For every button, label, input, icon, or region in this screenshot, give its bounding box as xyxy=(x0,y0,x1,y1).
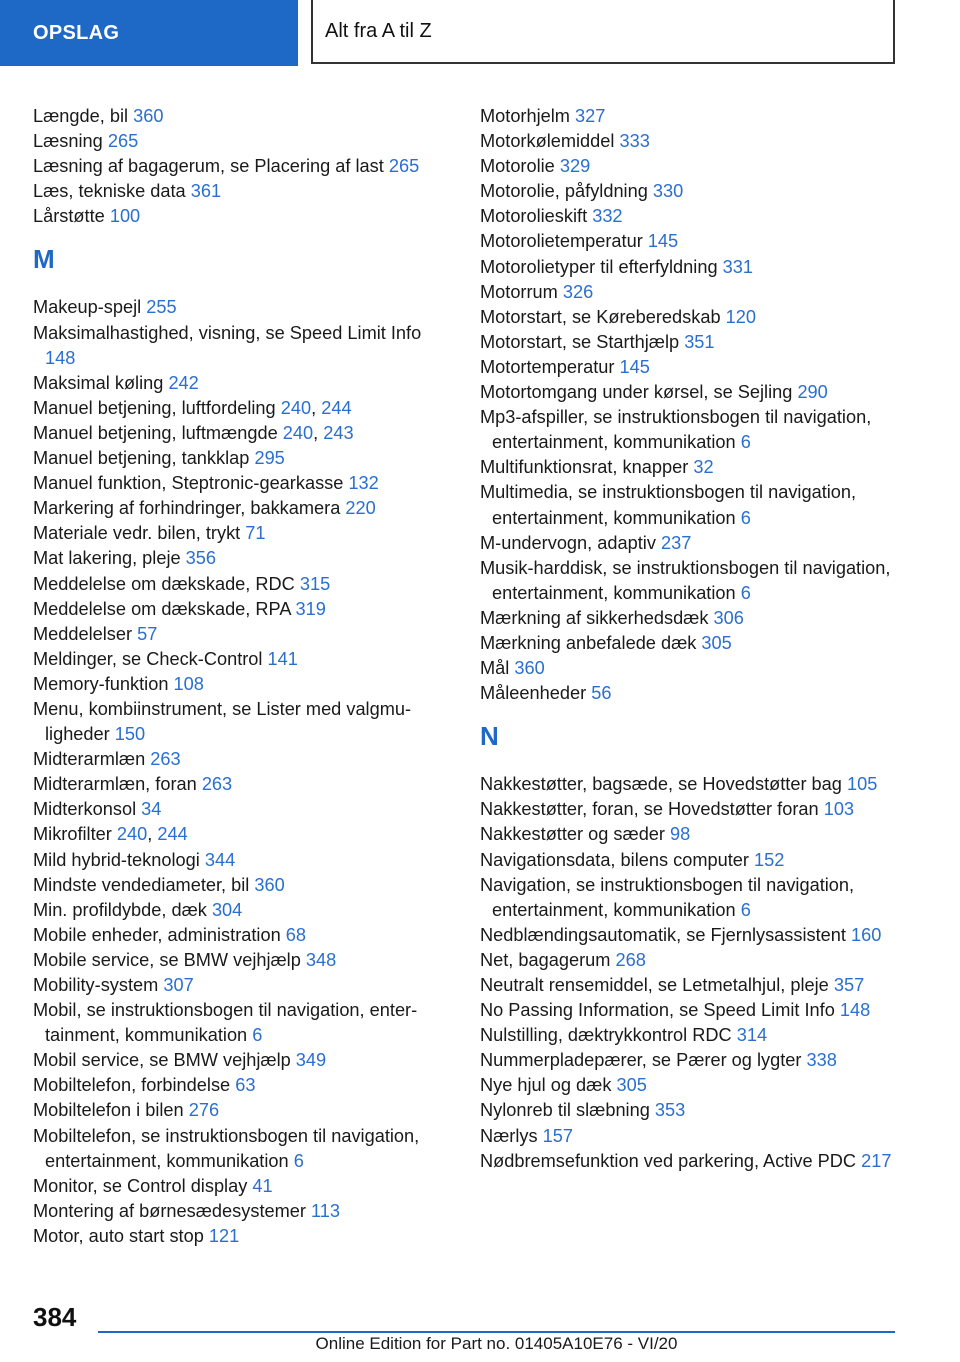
page-reference-link[interactable]: 217 xyxy=(861,1150,892,1171)
page-reference-link[interactable]: 152 xyxy=(754,849,785,870)
index-entry xyxy=(33,873,443,898)
page-reference-link[interactable]: 338 xyxy=(806,1050,837,1071)
index-entry xyxy=(33,697,443,747)
page-reference-link[interactable]: 71 xyxy=(245,523,266,544)
index-entry xyxy=(33,1174,443,1199)
index-entry-text: Motor, auto start stop xyxy=(33,1225,204,1246)
page-reference-link[interactable]: 242 xyxy=(168,372,199,393)
page-reference-link[interactable]: 326 xyxy=(562,281,594,302)
page-reference-link[interactable]: 6 xyxy=(293,1150,304,1171)
index-entry-text: Nye hjul og dæk xyxy=(480,1075,612,1096)
index-entry-text: Net, bagagerum xyxy=(480,949,611,970)
index-entry xyxy=(480,280,900,305)
index-entry-text: Manuel betjening, tankklap xyxy=(33,448,250,469)
page-reference-link[interactable]: 148 xyxy=(839,1000,871,1021)
page-reference-link[interactable]: 244 xyxy=(321,397,352,418)
index-entry-text: Nylonreb til slæbning xyxy=(480,1100,650,1121)
page-reference-link[interactable]: 265 xyxy=(107,131,139,152)
index-entry-text: Mobile enheder, administration xyxy=(33,924,281,945)
index-entry xyxy=(480,355,900,380)
index-entry xyxy=(480,480,900,530)
page-reference-link[interactable]: 220 xyxy=(345,498,376,519)
page-reference-link[interactable]: 332 xyxy=(592,206,623,227)
index-entry-text: Montering af børnesædesystemer xyxy=(33,1200,306,1221)
page-reference-link[interactable]: 120 xyxy=(725,306,756,327)
index-entry-text: Mobile service, se BMW vejhjælp xyxy=(33,949,301,970)
index-entry xyxy=(480,1098,900,1123)
page-reference-link[interactable]: 148 xyxy=(45,347,76,368)
index-entry xyxy=(33,1073,443,1098)
page-reference-link[interactable]: 331 xyxy=(722,256,753,277)
index-entry-text: Motorolieskift xyxy=(480,206,588,227)
index-entry-text: Motorolietemperatur xyxy=(480,231,643,252)
page-reference-link[interactable]: 357 xyxy=(833,975,865,995)
index-entry xyxy=(33,948,443,973)
index-entry xyxy=(33,179,443,204)
page-reference-link[interactable]: 307 xyxy=(163,975,194,995)
index-entry-text: Motorstart, se Køreberedskab xyxy=(480,306,721,327)
page-reference-link[interactable]: 240 xyxy=(116,824,148,845)
page-reference-link[interactable]: 268 xyxy=(615,949,646,970)
index-entry-text: Mobil service, se BMW vejhjælp xyxy=(33,1050,291,1071)
index-entry-text: Monitor, se Control display xyxy=(33,1175,248,1196)
index-entry xyxy=(480,229,900,254)
index-letter-heading: M xyxy=(33,244,55,275)
page-reference-link[interactable]: 6 xyxy=(740,582,751,603)
footer-divider xyxy=(98,1331,895,1333)
page-header-title: Alt fra A til Z xyxy=(325,19,432,42)
index-entry xyxy=(33,496,443,521)
page-reference-link[interactable]: 121 xyxy=(208,1225,240,1246)
index-entry-text: Meddelelse om dækskade, RPA xyxy=(33,598,291,619)
index-entry xyxy=(480,204,900,229)
page-reference-link[interactable]: 360 xyxy=(514,658,545,679)
index-entry xyxy=(33,521,443,546)
index-entry xyxy=(480,1073,900,1098)
index-entry-text: Meddelelser xyxy=(33,623,133,644)
page-reference-link[interactable]: 244 xyxy=(157,824,188,845)
index-entry xyxy=(33,1098,443,1123)
index-entry xyxy=(480,556,900,606)
page-reference-link[interactable]: 305 xyxy=(616,1075,647,1096)
index-entry-text: Memory-funktion xyxy=(33,673,169,694)
index-entry-text: Midterkonsol xyxy=(33,799,137,820)
index-entry-text: Mikrofilter xyxy=(33,824,112,845)
index-entry-text: Nødbremsefunktion ved parkering, Active PDC xyxy=(480,1150,857,1171)
index-entry-text: Mobil, se instruktionsbogen til navigation, entertainment, kommunikation xyxy=(33,1000,418,1046)
index-entry xyxy=(33,204,443,229)
page-reference-link[interactable]: 57 xyxy=(137,623,158,644)
index-entry-text: Manuel betjening, luftfordeling xyxy=(33,397,276,418)
section-label: OPSLAG xyxy=(33,21,120,44)
index-entry-text: Nakkestøtter, foran, se Hovedstøtter foran xyxy=(480,799,819,820)
index-entry xyxy=(480,656,900,681)
index-entry-text: Nakkestøtter og sæder xyxy=(480,824,665,845)
page-reference-link[interactable]: 132 xyxy=(348,473,379,494)
page-reference-link[interactable]: 329 xyxy=(559,156,591,177)
index-entry-text: Manuel funktion, Steptronic-gearkasse xyxy=(33,473,344,494)
index-entry-text: Mobiltelefon i bilen xyxy=(33,1100,184,1121)
page-reference-link[interactable]: 6 xyxy=(740,899,751,920)
index-entry xyxy=(33,998,443,1048)
index-entry-text: Navigation, se instruktionsbogen til navigation, entertainment, kommunikation xyxy=(480,874,855,920)
page-reference-link[interactable]: 141 xyxy=(267,648,298,669)
page-reference-link[interactable]: 105 xyxy=(846,774,878,795)
index-entry xyxy=(33,1048,443,1073)
index-entry-text: Læs, tekniske data xyxy=(33,181,186,202)
page-reference-link[interactable]: 150 xyxy=(114,724,146,745)
index-entry xyxy=(480,1023,900,1048)
index-entry-text: Manuel betjening, luftmængde xyxy=(33,422,278,443)
index-entry-text: Multifunktionsrat, knapper xyxy=(480,457,689,478)
index-entry-text: Meddelelse om dækskade, RDC xyxy=(33,573,295,594)
index-entry-text: Multimedia, se instruktionsbogen til navigation, entertainment, kommunikation xyxy=(480,482,857,528)
page-separator: , xyxy=(311,397,317,418)
page-reference-link[interactable]: 6 xyxy=(740,507,751,528)
index-entry-text: Motorstart, se Starthjælp xyxy=(480,331,680,352)
index-entry xyxy=(480,1124,900,1149)
index-entry-text: Mobiltelefon, forbindelse xyxy=(33,1075,231,1096)
index-entry-text: Måleenheder xyxy=(480,683,587,704)
index-entry xyxy=(480,797,900,822)
page-reference-link[interactable]: 160 xyxy=(851,924,882,945)
page-reference-link[interactable]: 356 xyxy=(185,548,217,569)
index-entry xyxy=(33,421,443,446)
footer-edition: Online Edition for Part no. 01405A10E76 - VI/20 xyxy=(315,1334,678,1353)
page-reference-link[interactable]: 353 xyxy=(654,1100,686,1121)
index-entry xyxy=(33,848,443,873)
index-entry xyxy=(480,681,900,706)
index-entry-text: Mærkning anbefalede dæk xyxy=(480,632,697,653)
index-entry-text: Nulstilling, dæktrykkontrol RDC xyxy=(480,1025,732,1046)
index-entry-text: Menu, kombiinstrument, se Lister med valgmuligheder xyxy=(33,698,412,745)
index-entry-text: Mål xyxy=(480,658,510,679)
page-reference-link[interactable]: 305 xyxy=(701,632,732,653)
index-entry-text: Mp3-afspiller, se instruktionsbogen til navigation, entertainment, kommunikation xyxy=(480,407,872,453)
index-entry-text: Motorolie xyxy=(480,156,555,177)
index-column-right xyxy=(480,104,900,1174)
page-reference-link[interactable]: 108 xyxy=(173,673,204,694)
page-reference-link[interactable]: 68 xyxy=(285,924,306,945)
index-entry xyxy=(33,622,443,647)
page-reference-link[interactable]: 263 xyxy=(201,774,233,795)
index-entry xyxy=(480,154,900,179)
page-separator: , xyxy=(147,824,153,845)
index-entry xyxy=(480,1149,900,1174)
page-reference-link[interactable]: 243 xyxy=(323,422,354,443)
page-reference-link[interactable]: 360 xyxy=(133,106,164,126)
page-reference-link[interactable]: 98 xyxy=(670,824,691,845)
page-reference-link[interactable]: 290 xyxy=(797,382,828,403)
index-entry-text: Motorolietyper til efterfyldning xyxy=(480,256,718,277)
index-entry xyxy=(33,321,443,371)
index-entry-text: Mat lakering, pleje xyxy=(33,548,181,569)
page-reference-link[interactable]: 113 xyxy=(311,1200,340,1221)
index-entry xyxy=(33,822,443,847)
index-entry-text: Motortomgang under kørsel, se Sejling xyxy=(480,382,793,403)
index-entry-text: Navigationsdata, bilens computer xyxy=(480,849,749,870)
index-entry xyxy=(33,1199,443,1224)
index-entry-text: Mild hybrid-teknologi xyxy=(33,849,200,870)
index-entry-text: Markering af forhindringer, bakkamera xyxy=(33,498,341,519)
page-reference-link[interactable]: 237 xyxy=(660,532,692,553)
index-entry-text: Meldinger, se Check-Control xyxy=(33,648,263,669)
page-reference-link[interactable]: 100 xyxy=(109,206,141,227)
index-entry xyxy=(480,455,900,480)
index-entry-text: Læsning xyxy=(33,131,103,152)
index-entry-text: Midterarmlæn, foran xyxy=(33,774,197,795)
page-reference-link[interactable]: 349 xyxy=(295,1050,327,1071)
page-reference-link[interactable]: 157 xyxy=(542,1125,574,1146)
index-entry-text: Nummerpladepærer, se Pærer og lygter xyxy=(480,1050,802,1071)
page-reference-link[interactable]: 295 xyxy=(254,448,285,469)
index-entry xyxy=(33,371,443,396)
page-reference-link[interactable]: 351 xyxy=(684,331,715,352)
index-entry xyxy=(33,772,443,797)
index-entry-text: Min. profildybde, dæk xyxy=(33,899,207,920)
index-column-left xyxy=(33,104,443,1249)
index-entry xyxy=(33,797,443,822)
index-entry-text: Længde, bil xyxy=(33,106,129,126)
page-reference-link[interactable]: 327 xyxy=(575,106,606,126)
index-entry xyxy=(33,546,443,571)
page-reference-link[interactable]: 6 xyxy=(740,432,751,453)
index-entry xyxy=(480,873,900,923)
index-entry xyxy=(33,973,443,998)
index-entry-text: Mærkning af sikkerhedsdæk xyxy=(480,607,709,628)
page-reference-link[interactable]: 34 xyxy=(141,799,162,820)
index-letter-heading: N xyxy=(480,721,499,752)
page-reference-link[interactable]: 314 xyxy=(736,1025,768,1046)
index-entry xyxy=(33,471,443,496)
index-entry xyxy=(33,129,443,154)
index-entry xyxy=(33,597,443,622)
index-entry-text: Materiale vedr. bilen, trykt xyxy=(33,523,241,544)
page-reference-link[interactable]: 6 xyxy=(252,1025,263,1046)
index-entry xyxy=(480,380,900,405)
page-reference-link[interactable]: 304 xyxy=(211,899,243,920)
page-reference-link[interactable]: 265 xyxy=(388,156,420,177)
index-entry-text: Maksimalhastighed, visning, se Speed Limit Info xyxy=(33,322,422,343)
page-reference-link[interactable]: 255 xyxy=(146,297,177,318)
index-entry-text: Motorrum xyxy=(480,281,558,302)
page-reference-link[interactable]: 145 xyxy=(647,231,679,252)
page-reference-link[interactable]: 361 xyxy=(190,181,222,202)
page-reference-link[interactable]: 103 xyxy=(823,799,855,820)
index-entry xyxy=(33,396,443,421)
page-reference-link[interactable]: 32 xyxy=(693,457,714,478)
index-entry xyxy=(480,129,900,154)
index-entry xyxy=(480,998,900,1023)
index-entry-text: Maksimal køling xyxy=(33,372,164,393)
index-entry-text: Makeup-spejl xyxy=(33,297,142,318)
page-reference-link[interactable]: 360 xyxy=(254,874,285,895)
page-reference-link[interactable]: 319 xyxy=(295,598,326,619)
page-reference-link[interactable]: 145 xyxy=(619,356,650,377)
index-entry-text: Neutralt rensemiddel, se Letmetalhjul, pleje xyxy=(480,975,829,995)
page-reference-link[interactable]: 344 xyxy=(204,849,236,870)
index-entry xyxy=(480,255,900,280)
index-entry-text: Mobiltelefon, se instruktionsbogen til navigation, entertainment, kommunikation xyxy=(33,1125,420,1171)
index-entry xyxy=(480,330,900,355)
page-reference-link[interactable]: 348 xyxy=(305,949,337,970)
index-entry xyxy=(480,531,900,556)
index-entry xyxy=(480,948,900,973)
page-reference-link[interactable]: 263 xyxy=(150,749,181,770)
index-entry-text: Lårstøtte xyxy=(33,206,105,227)
index-entry xyxy=(480,1048,900,1073)
index-entry xyxy=(33,1124,443,1174)
index-entry xyxy=(33,647,443,672)
index-entry xyxy=(33,923,443,948)
index-entry-text: No Passing Information, se Speed Limit Info xyxy=(480,1000,835,1021)
page-reference-link[interactable]: 63 xyxy=(235,1075,256,1096)
page-number: 384 xyxy=(33,1302,77,1332)
index-entry xyxy=(480,179,900,204)
index-entry-text: Læsning af bagagerum, se Placering af last xyxy=(33,156,384,177)
index-entry xyxy=(480,405,900,455)
index-entry xyxy=(480,772,900,797)
index-entry xyxy=(480,822,900,847)
index-entry-text: Nedblændingsautomatik, se Fjernlysassistent xyxy=(480,924,846,945)
index-entry-text: Motorolie, påfyldning xyxy=(480,181,648,202)
index-entry xyxy=(33,572,443,597)
index-entry xyxy=(480,923,900,948)
index-entry xyxy=(33,672,443,697)
index-entry-text: Mobility-system xyxy=(33,975,159,995)
index-entry xyxy=(33,446,443,471)
index-entry-text: Musik-harddisk, se instruktionsbogen til navigation, entertainment, kommunikation xyxy=(480,557,891,603)
index-entry xyxy=(480,305,900,330)
index-entry-text: Motorkølemiddel xyxy=(480,131,615,152)
page-reference-link[interactable]: 276 xyxy=(188,1100,220,1121)
page-reference-link[interactable]: 306 xyxy=(713,607,744,628)
index-entry-text: M-undervogn, adaptiv xyxy=(480,532,656,553)
page-reference-link[interactable]: 41 xyxy=(252,1175,273,1196)
index-entry-text: Midterarmlæn xyxy=(33,749,146,770)
index-entry-text: Mindste vendediameter, bil xyxy=(33,874,250,895)
index-entry xyxy=(480,631,900,656)
index-entry xyxy=(33,154,443,179)
index-entry xyxy=(33,898,443,923)
page-header xyxy=(311,0,895,64)
index-entry xyxy=(480,973,900,998)
index-entry-text: Nærlys xyxy=(480,1125,538,1146)
section-tab xyxy=(0,0,298,66)
index-entry xyxy=(480,104,900,129)
index-entry xyxy=(33,295,443,320)
index-entry xyxy=(33,104,443,129)
page-reference-link[interactable]: 330 xyxy=(652,181,684,202)
page-reference-link[interactable]: 315 xyxy=(299,573,331,594)
page-reference-link[interactable]: 240 xyxy=(282,422,314,443)
index-entry xyxy=(33,747,443,772)
page-reference-link[interactable]: 240 xyxy=(280,397,312,418)
page-reference-link[interactable]: 333 xyxy=(619,131,650,152)
index-entry-text: Nakkestøtter, bagsæde, se Hovedstøtter bag xyxy=(480,774,842,795)
index-entry xyxy=(480,606,900,631)
index-entry-text: Motortemperatur xyxy=(480,356,615,377)
index-entry xyxy=(480,848,900,873)
page-separator: , xyxy=(313,422,319,443)
index-entry xyxy=(33,1224,443,1249)
index-entry-text: Motorhjelm xyxy=(480,106,570,126)
page-reference-link[interactable]: 56 xyxy=(591,683,612,704)
